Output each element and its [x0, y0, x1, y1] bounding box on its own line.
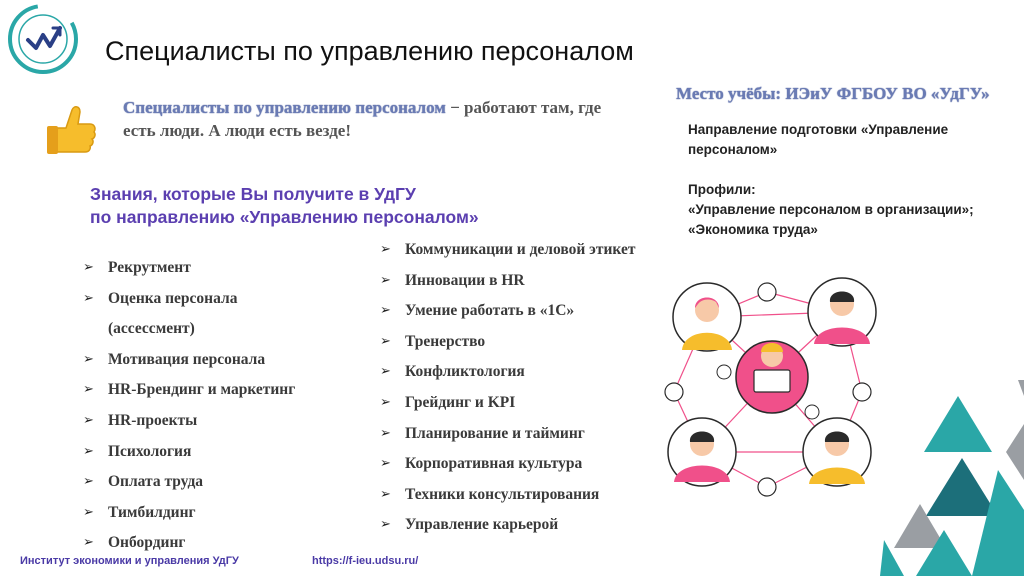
list-item: ➢ Коммуникации и деловой этикет	[380, 240, 635, 271]
knowledge-list-right	[380, 240, 635, 546]
list-item: ➢ Инновации в HR	[380, 271, 635, 302]
list-item: ➢ Тренерство	[380, 332, 635, 363]
list-item: ➢ Онбординг	[83, 533, 295, 564]
study-direction: Направление подготовки «Управление персоналом»	[688, 122, 949, 157]
intro-accent: Специалисты по управлению персоналом	[123, 98, 446, 117]
thumbs-up-icon	[42, 102, 98, 158]
list-item: ➢ Умение работать в «1С»	[380, 301, 635, 332]
list-item: ➢ Планирование и тайминг	[380, 424, 635, 455]
page-title: Специалисты по управлению персоналом	[105, 36, 634, 66]
list-item: ➢ Психология	[83, 442, 295, 473]
profiles-label: Профили:	[688, 182, 756, 197]
list-item: ➢ Оценка персонала	[83, 289, 295, 320]
knowledge-heading	[90, 183, 479, 229]
list-item: ➢ Техники консультирования	[380, 485, 635, 516]
intro-statement	[123, 96, 603, 142]
knowledge-heading-line1: Знания, которые Вы получите в УдГУ	[90, 184, 416, 204]
list-item: ➢ Мотивация персонала	[83, 350, 295, 381]
list-item-continuation: (ассессмент)	[108, 320, 195, 338]
list-item: ➢ Тимбилдинг	[83, 503, 295, 534]
people-network-illustration	[662, 272, 880, 504]
profile-item: «Экономика труда»	[688, 222, 818, 237]
list-item: ➢ Управление карьерой	[380, 515, 635, 546]
list-item: ➢ HR-проекты	[83, 411, 295, 442]
list-item: ➢ Конфликтология	[380, 362, 635, 393]
list-item: ➢ Грейдинг и KPI	[380, 393, 635, 424]
list-item: ➢ Оплата труда	[83, 472, 295, 503]
profile-item: «Управление персоналом в организации»;	[688, 202, 974, 217]
study-place: Место учёбы: ИЭиУ ФГБОУ ВО «УдГУ»	[676, 84, 990, 103]
intro-rest: − работают там, где есть люди. А люди есть везде!	[123, 98, 602, 140]
knowledge-list-left	[83, 258, 295, 564]
list-item: ➢ Корпоративная культура	[380, 454, 635, 485]
study-info	[688, 120, 1018, 240]
list-item: ➢ HR-Брендинг и маркетинг	[83, 380, 295, 411]
university-logo-icon	[6, 2, 80, 76]
footer-institute: Институт экономики и управления УдГУ	[20, 555, 239, 567]
decorative-triangles	[880, 380, 1024, 576]
list-item: ➢ Рекрутмент	[83, 258, 295, 289]
footer-url-link[interactable]: https://f-ieu.udsu.ru/	[312, 555, 419, 567]
knowledge-heading-line2: по направлению «Управлению персоналом»	[90, 207, 479, 227]
